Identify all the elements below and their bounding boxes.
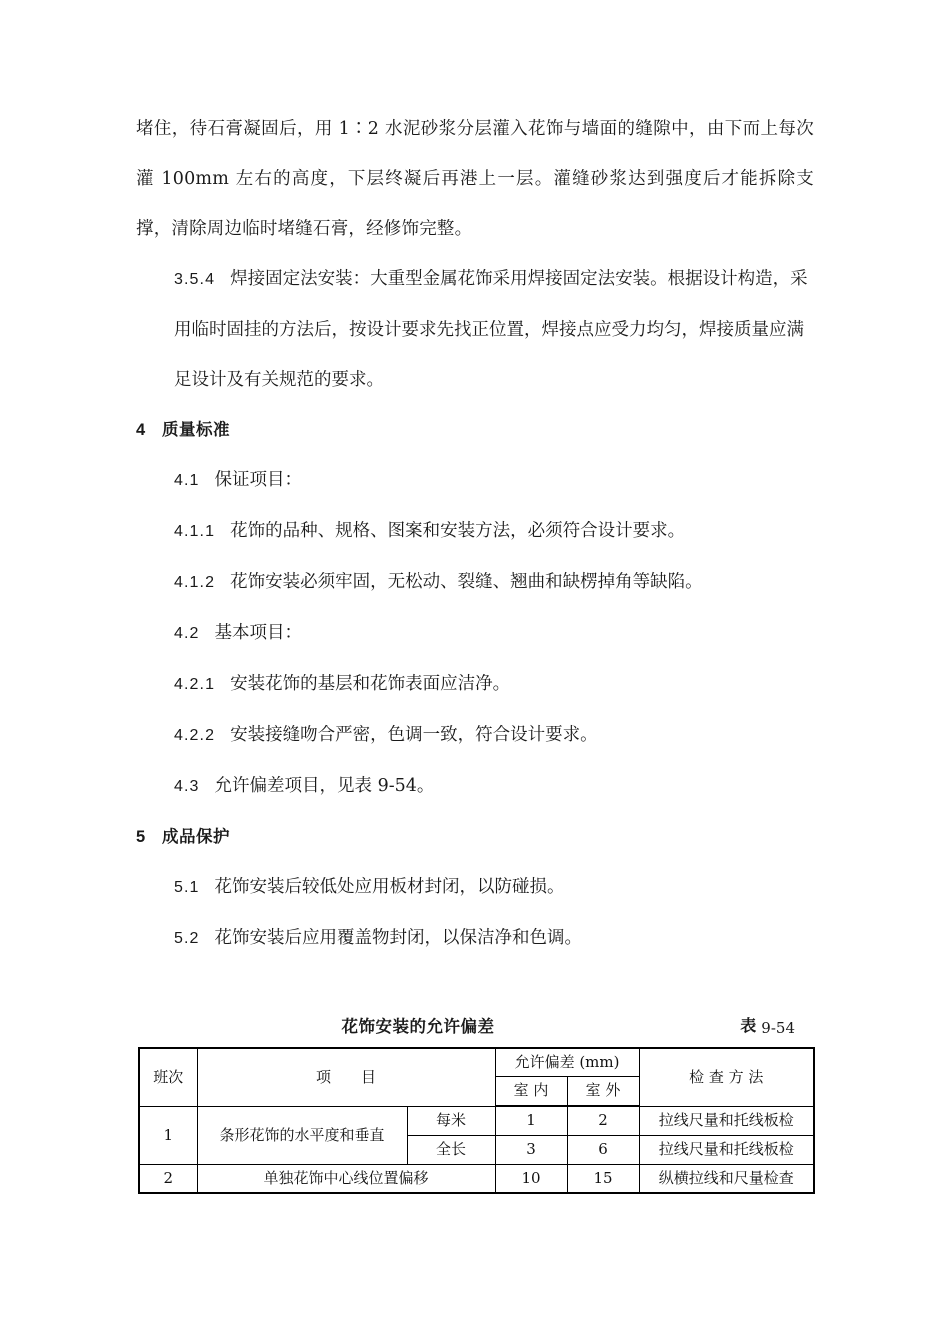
item-4-3: [136, 761, 814, 812]
table-header-row-1: [139, 1048, 814, 1076]
item-text: 花饰安装必须牢固，无松动、裂缝、翘曲和缺楞掉角等缺陷。: [230, 572, 703, 592]
paragraph-grouting: 堵住，待石膏凝固后，用 1∶2 水泥砂浆分层灌入花饰与墙面的缝隙中，由下而上每次灌 100mm 左右的高度，下层终凝后再港上一层。灌缝砂浆达到强度后才能拆除支撑，清除周边临时堵缝石膏，经修饰完整。: [136, 119, 814, 239]
header-outdoor: 室 外: [567, 1076, 639, 1106]
item-4-1-1: [136, 506, 814, 557]
item-4-1: [136, 455, 814, 506]
row-indoor: 3: [495, 1135, 567, 1164]
row-indoor: 1: [495, 1106, 567, 1135]
item-number: 5.1: [174, 879, 200, 896]
item-text: 安装接缝吻合严密，色调一致，符合设计要求。: [230, 725, 598, 745]
item-text: 允许偏差项目，见表 9-54。: [214, 776, 435, 796]
header-item: 项 目: [197, 1048, 495, 1106]
table-row: [139, 1164, 814, 1193]
row-method: 拉线尺量和托线板检: [639, 1106, 814, 1135]
item-text: 花饰的品种、规格、图案和安装方法，必须符合设计要求。: [230, 521, 686, 541]
row-outdoor: 2: [567, 1106, 639, 1135]
item-text: 安装花饰的基层和花饰表面应洁净。: [230, 674, 511, 694]
heading-number: 5: [136, 828, 146, 846]
item-number: 4.1: [174, 472, 200, 489]
item-4-1-2: [136, 557, 814, 608]
item-text: 花饰安装后应用覆盖物封闭，以保洁净和色调。: [214, 928, 583, 948]
table-number-label: 表: [740, 1018, 757, 1035]
row-item: 单独花饰中心线位置偏移: [197, 1164, 495, 1193]
table-number: [740, 1013, 795, 1037]
item-number: 5.2: [174, 930, 200, 947]
header-seq: 班次: [139, 1048, 197, 1106]
row-indoor: 10: [495, 1164, 567, 1193]
item-number: 4.3: [174, 778, 200, 795]
header-method: 检 查 方 法: [639, 1048, 814, 1106]
item-4-2-2: [136, 710, 814, 761]
item-text: 保证项目：: [214, 470, 303, 490]
table-caption: [138, 1013, 813, 1047]
item-number: 4.1.2: [174, 574, 216, 591]
table-title: 花饰安装的允许偏差: [341, 1018, 495, 1036]
item-number: 4.2.2: [174, 727, 216, 744]
heading-quality-standard: [136, 405, 814, 455]
row-seq: 1: [139, 1106, 197, 1164]
row-outdoor: 6: [567, 1135, 639, 1164]
item-4-2: [136, 608, 814, 659]
row-sub: 每米: [407, 1106, 495, 1135]
header-deviation-group: 允许偏差 (mm): [495, 1048, 639, 1076]
row-outdoor: 15: [567, 1164, 639, 1193]
deviation-table-block: [138, 1013, 813, 1194]
row-seq: 2: [139, 1164, 197, 1193]
item-number: 4.2: [174, 625, 200, 642]
item-text: 花饰安装后较低处应用板材封闭，以防碰损。: [214, 877, 565, 897]
heading-number: 4: [136, 421, 146, 439]
table-number-value: 9-54: [761, 1019, 795, 1037]
row-sub: 全长: [407, 1135, 495, 1164]
item-4-2-1: [136, 659, 814, 710]
heading-text: 质量标准: [162, 421, 230, 439]
row-item: 条形花饰的水平度和垂直: [197, 1106, 407, 1164]
heading-text: 成品保护: [162, 828, 230, 846]
item-number: 4.1.1: [174, 523, 216, 540]
item-3-5-4: [136, 254, 814, 405]
item-text: 焊接固定法安装：大重型金属花饰采用焊接固定法安装。根据设计构造，采用临时固挂的方法后，按设计要求先找正位置，焊接点应受力均匀，焊接质量应满足设计及有关规范的要求。: [174, 269, 808, 390]
table-row: [139, 1106, 814, 1135]
document-body: [136, 104, 814, 964]
heading-product-protection: [136, 812, 814, 862]
item-text: 基本项目：: [214, 623, 303, 643]
item-number: 3.5.4: [174, 271, 216, 288]
item-5-1: [136, 862, 814, 913]
header-indoor: 室 内: [495, 1076, 567, 1106]
item-number: 4.2.1: [174, 676, 216, 693]
row-method: 拉线尺量和托线板检: [639, 1135, 814, 1164]
row-method: 纵横拉线和尺量检查: [639, 1164, 814, 1193]
item-5-2: [136, 913, 814, 964]
allowable-deviation-table: [138, 1047, 815, 1194]
